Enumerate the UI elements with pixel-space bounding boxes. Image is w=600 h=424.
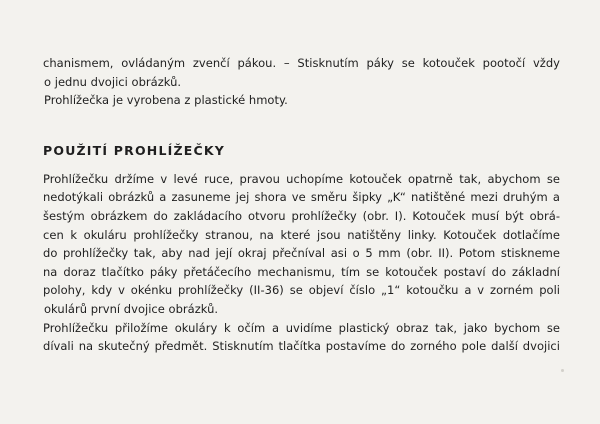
- section-heading: POUŽITÍ PROHLÍŽEČKY: [43, 142, 225, 158]
- body-paragraph: [43, 170, 560, 356]
- text-line: na doraz tlačítko páky přetáčecího mechanismu, tím se kotouček postaví do základní: [43, 264, 560, 279]
- paper-speck: [561, 369, 564, 372]
- text-line: šestým obrázkem do zakládacího otvoru prohlížečky (obr. I). Kotouček musí být obrá-: [43, 208, 560, 223]
- text-line: Prohlížečku přiložíme okuláry k očím a uvidíme plastický obraz tak, jako bychom se: [43, 320, 560, 335]
- text-line: polohy, kdy v okénku prohlížečky (II-36) se objeví číslo „1“ kotoučku a v zorném poli: [43, 283, 560, 298]
- text-line: okulárů první dvojice obrázků.: [44, 301, 219, 316]
- text-line: o jednu dvojici obrázků.: [44, 74, 182, 89]
- text-line: Prohlížečka je vyrobena z plastické hmoty.: [44, 93, 288, 108]
- text-line: do prohlížečky tak, aby nad její okraj přečníval asi o 5 mm (obr. II). Potom stiskneme: [43, 246, 560, 261]
- text-line: Prohlížečku držíme v levé ruce, pravou uchopíme kotouček opatrně tak, abychom se: [43, 171, 560, 186]
- text-line: nedotýkali obrázků a zasuneme jej shora ve směru šipky „K“ natištěné mezi druhým a: [43, 190, 560, 205]
- text-line: dívali na skutečný předmět. Stisknutím tlačítka postavíme do zorného pole další dvojici: [43, 339, 560, 354]
- text-line: cen k okuláru prohlížečky stranou, na které jsou natištěny linky. Kotouček dotlačíme: [43, 227, 560, 242]
- section-gap: [43, 110, 560, 142]
- intro-paragraph: [43, 54, 560, 110]
- text-line: chanismem, ovládaným zvenčí pákou. – Stisknutím páky se kotouček pootočí vždy: [43, 56, 560, 70]
